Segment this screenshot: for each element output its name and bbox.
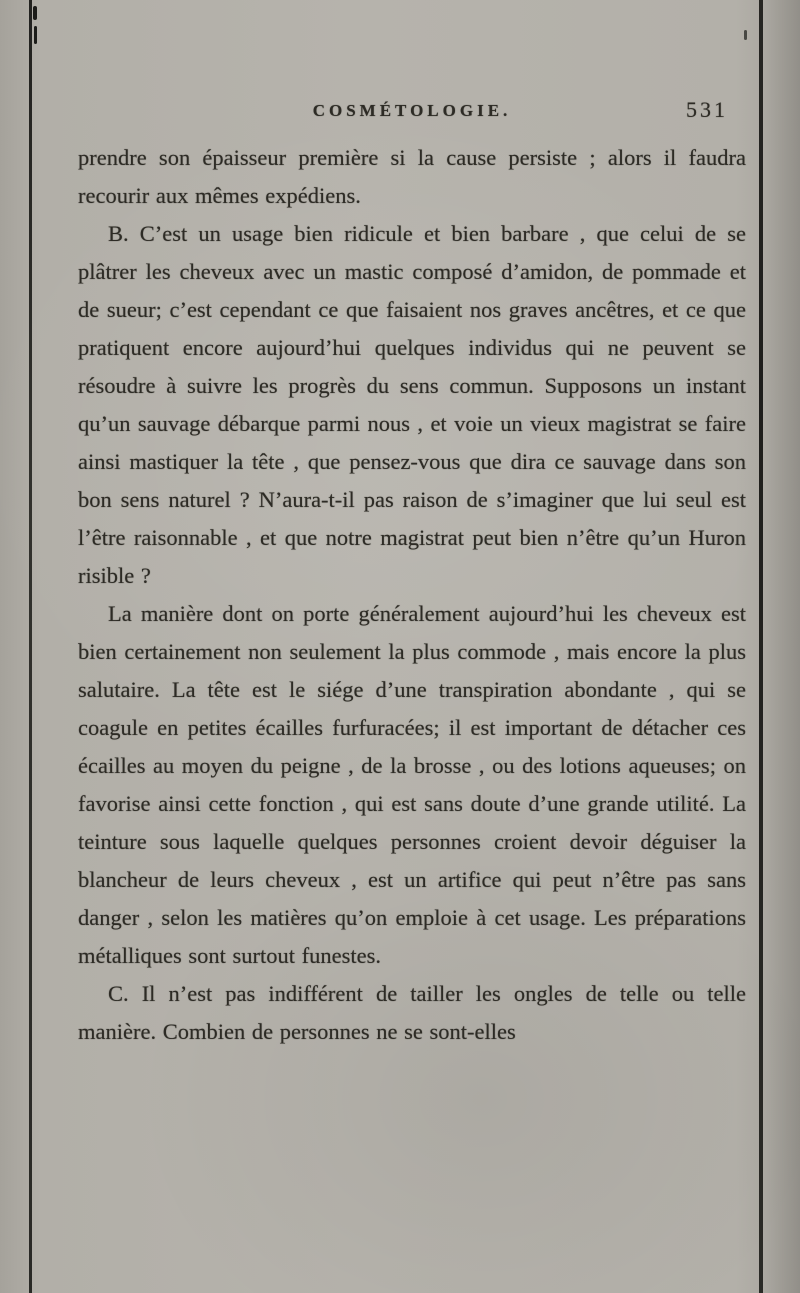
page-edge-shadow bbox=[763, 0, 800, 1293]
page-header bbox=[78, 97, 746, 127]
paragraph-c: C. Il n’est pas indifférent de tailler les ongles de telle ou telle manière. Combien de personnes ne se sont-elles bbox=[78, 981, 746, 1044]
running-head-title: COSMÉTOLOGIE. bbox=[312, 101, 512, 120]
scan-mark bbox=[34, 26, 37, 44]
page-body bbox=[78, 139, 746, 1051]
paragraph-continuation: prendre son épaisseur première si la cause persiste ; alors il faudra recourir aux mêmes expédiens. bbox=[78, 145, 746, 208]
scan-edge-line-left bbox=[29, 0, 32, 1293]
page-number: 531 bbox=[686, 97, 728, 122]
paragraph-la-maniere: La manière dont on porte généralement aujourd’hui les cheveux est bien certainement non seulement la plus commode , mais encore la plus salutaire. La tête est le siége d’une transpiration abondante , qui se coagule en petites écailles furfuracées; il est important de détacher ces écailles au moyen du peigne , de la brosse , ou des lotions aqueuses; on favorise ainsi cette fonction , qui est sans doute d’une grande utilité. La teinture sous laquelle quelques personnes croient devoir déguiser la blancheur de leurs cheveux , est un artifice qui peut n’être pas sans danger , selon les matières qu’on emploie à cet usage. Les préparations métalliques sont surtout funestes. bbox=[78, 601, 746, 968]
paragraph-b: B. C’est un usage bien ridicule et bien barbare , que celui de se plâtrer les cheveux avec un mastic composé d’amidon, de pommade et de sueur; c’est cependant ce que faisaient nos graves ancêtres, et ce que pratiquent encore aujourd’hui quelques individus qui ne peuvent se résoudre à suivre les progrès du sens commun. Supposons un instant qu’un sauvage débarque parmi nous , et voie un vieux magistrat se faire ainsi mastiquer la tête , que pensez-vous que dira ce sauvage dans son bon sens naturel ? N’aura-t-il pas raison de s’imaginer que lui seul est l’être raisonnable , et que notre magistrat peut bien n’être qu’un Huron risible ? bbox=[78, 221, 746, 588]
scan-mark bbox=[744, 30, 747, 40]
scan-mark bbox=[33, 6, 37, 20]
